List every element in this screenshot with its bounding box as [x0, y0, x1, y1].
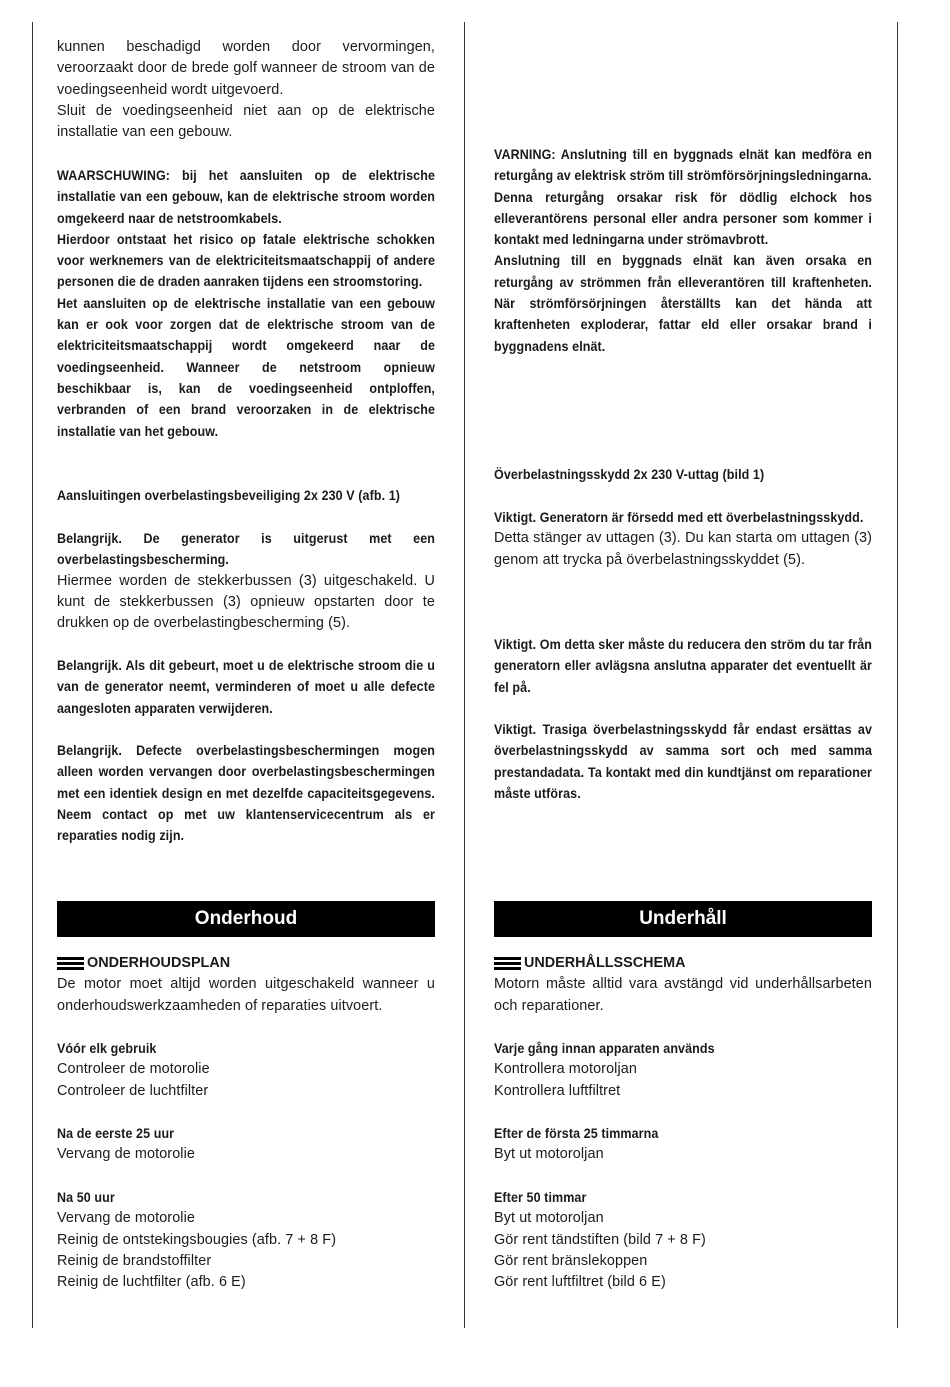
- warning-paragraph: Denna returgång orsakar risk för dödlig elchock hos elleverantörens personal eller andra personer som kommer i kontakt med ledningarna under strömavbrott.: [494, 189, 873, 248]
- warning-block: [494, 144, 872, 357]
- group-heading: Varje gång innan apparaten används: [494, 1041, 715, 1056]
- schedule-title-text: ONDERHOUDSPLAN: [87, 955, 231, 971]
- schedule-title-text: UNDERHÅLLSSCHEMA: [524, 955, 686, 971]
- important-bold: Belangrijk. Als dit gebeurt, moet u de elektrische stroom die u van de generator neemt, verminderen of moet u alle defecte aangesloten apparaten verwijderen.: [57, 658, 436, 716]
- important-text: Detta stänger av uttagen (3). Du kan starta om uttagen (3) genom att trycka på överbelastningsskyddet (5).: [494, 530, 872, 568]
- important-bold: Viktigt. Generatorn är försedd med ett överbelastningsskydd.: [494, 510, 864, 525]
- important-text: Hiermee worden de stekkerbussen (3) uitgeschakeld. U kunt de stekkerbussen (3) opnieuw opstarten door te drukken op de overbelastingbescherming (5).: [57, 572, 435, 632]
- important-block-3: [494, 719, 872, 804]
- list-lines-icon: [494, 956, 521, 971]
- schedule-block: [494, 953, 872, 1017]
- schedule-intro: De motor moet altijd worden uitgeschakeld wanneer u onderhoudswerkzaamheden of reparaties uitvoert.: [57, 976, 435, 1014]
- page-border-right: [897, 22, 898, 1328]
- important-bold: Belangrijk. De generator is uitgerust met een overbelastingsbescherming.: [57, 531, 436, 568]
- group-item: Vervang de motorolie: [57, 1210, 195, 1227]
- important-bold: Viktigt. Trasiga överbelastningsskydd får endast ersättas av överbelastningsskydd av samma sort och med samma prestandadata. Ta kontakt med din kundtjänst om reparationer måste utföras.: [494, 722, 873, 801]
- group-item: Byt ut motoroljan: [494, 1210, 604, 1227]
- warning-paragraph: VARNING: Anslutning till en byggnads elnät kan medföra en returgång av elektrisk ström till strömförsörjningsledningarna.: [494, 147, 873, 184]
- schedule-group: [494, 1187, 872, 1293]
- group-item: Kontrollera motoroljan: [494, 1061, 637, 1078]
- warning-paragraph: Anslutning till en byggnads elnät kan även orsaka en returgång av strömmen från elleverantören till kraftenheten. När strömförsörjningen återställts kan det hända att kraftenheten exploderar, fattar eld eller orsakar brand i byggnadens elnät.: [494, 253, 873, 354]
- group-item: Reinig de luchtfilter (afb. 6 E): [57, 1274, 246, 1291]
- schedule-block: [57, 953, 435, 1017]
- schedule-group: [57, 1123, 435, 1166]
- schedule-group: [57, 1038, 435, 1102]
- group-item: Gör rent tändstiften (bild 7 + 8 F): [494, 1231, 706, 1248]
- important-block-2: [494, 634, 872, 698]
- overload-heading-block: [57, 485, 435, 506]
- overload-heading: Aansluitingen overbelastingsbeveiliging 2x 230 V (afb. 1): [57, 488, 401, 503]
- page-border-left: [32, 22, 33, 1328]
- column-divider: [464, 22, 465, 1328]
- group-heading: Na 50 uur: [57, 1190, 115, 1205]
- schedule-title: [57, 953, 435, 974]
- schedule-group: [494, 1038, 872, 1102]
- important-block-1: [57, 528, 435, 634]
- schedule-intro: Motorn måste alltid vara avstängd vid underhållsarbeten och reparationer.: [494, 976, 872, 1014]
- overload-heading: Överbelastningsskydd 2x 230 V-uttag (bild 1): [494, 467, 765, 482]
- important-block-3: [57, 740, 435, 846]
- group-heading: Vóór elk gebruik: [57, 1041, 157, 1056]
- schedule-title: [494, 953, 872, 974]
- warning-paragraph: Het aansluiten op de elektrische installatie van een gebouw kan er ook voor zorgen dat de elektrische stroom van de elektriciteitsmaatschappij wordt omgekeerd naar de voedingseenheid. Wanneer de netstroom opnieuw beschikbaar is, kan de voedingseenheid ontploffen, verbranden of een brand veroorzaken in de elektrische installatie van het gebouw.: [57, 295, 436, 439]
- group-item: Controleer de luchtfilter: [57, 1082, 209, 1099]
- intro-paragraph: Sluit de voedingseenheid niet aan op de elektrische installatie van een gebouw.: [57, 102, 435, 141]
- intro-block: [57, 37, 435, 143]
- section-title-bar: Underhåll: [494, 901, 872, 937]
- list-lines-icon: [57, 956, 84, 971]
- important-bold: Belangrijk. Defecte overbelastingsbeschermingen mogen alleen worden vervangen door overbelastingsbeschermingen met een identiek design en met dezelfde capaciteitsgegevens. Neem contact op met uw klantenservicecentrum als er reparaties nodig zijn.: [57, 743, 436, 844]
- group-item: Byt ut motoroljan: [494, 1146, 604, 1163]
- group-heading: Efter 50 timmar: [494, 1190, 587, 1205]
- group-item: Reinig de ontstekingsbougies (afb. 7 + 8 F): [57, 1231, 337, 1248]
- warning-paragraph: WAARSCHUWING: bij het aansluiten op de elektrische installatie van een gebouw, kan de elektrische stroom worden omgekeerd naar de netstroomkabels.: [57, 168, 436, 226]
- group-item: Vervang de motorolie: [57, 1146, 195, 1163]
- overload-heading-block: [494, 464, 872, 485]
- section-title-bar: Onderhoud: [57, 901, 435, 937]
- group-item: Reinig de brandstoffilter: [57, 1252, 212, 1269]
- important-block-2: [57, 655, 435, 719]
- important-block-1: [494, 507, 872, 571]
- important-bold: Viktigt. Om detta sker måste du reducera den ström du tar från generatorn eller avlägsna anslutna apparater det eventuellt är fel på.: [494, 637, 873, 695]
- group-item: Gör rent bränslekoppen: [494, 1252, 648, 1269]
- group-item: Kontrollera luftfiltret: [494, 1082, 621, 1099]
- schedule-group: [494, 1123, 872, 1166]
- group-item: Gör rent luftfiltret (bild 6 E): [494, 1274, 666, 1291]
- warning-block: [57, 165, 435, 442]
- intro-paragraph: kunnen beschadigd worden door vervormingen, veroorzaakt door de brede golf wanneer de stroom van de voedingseenheid wordt uitgevoerd.: [57, 39, 435, 98]
- warning-paragraph: Hierdoor ontstaat het risico op fatale elektrische schokken voor werknemers van de elektriciteitsmaatschappij of andere personen die de draden aanraken tijdens een stroomstoring.: [57, 231, 436, 290]
- schedule-group: [57, 1187, 435, 1293]
- group-item: Controleer de motorolie: [57, 1061, 210, 1078]
- group-heading: Na de eerste 25 uur: [57, 1126, 175, 1141]
- group-heading: Efter de första 25 timmarna: [494, 1126, 659, 1141]
